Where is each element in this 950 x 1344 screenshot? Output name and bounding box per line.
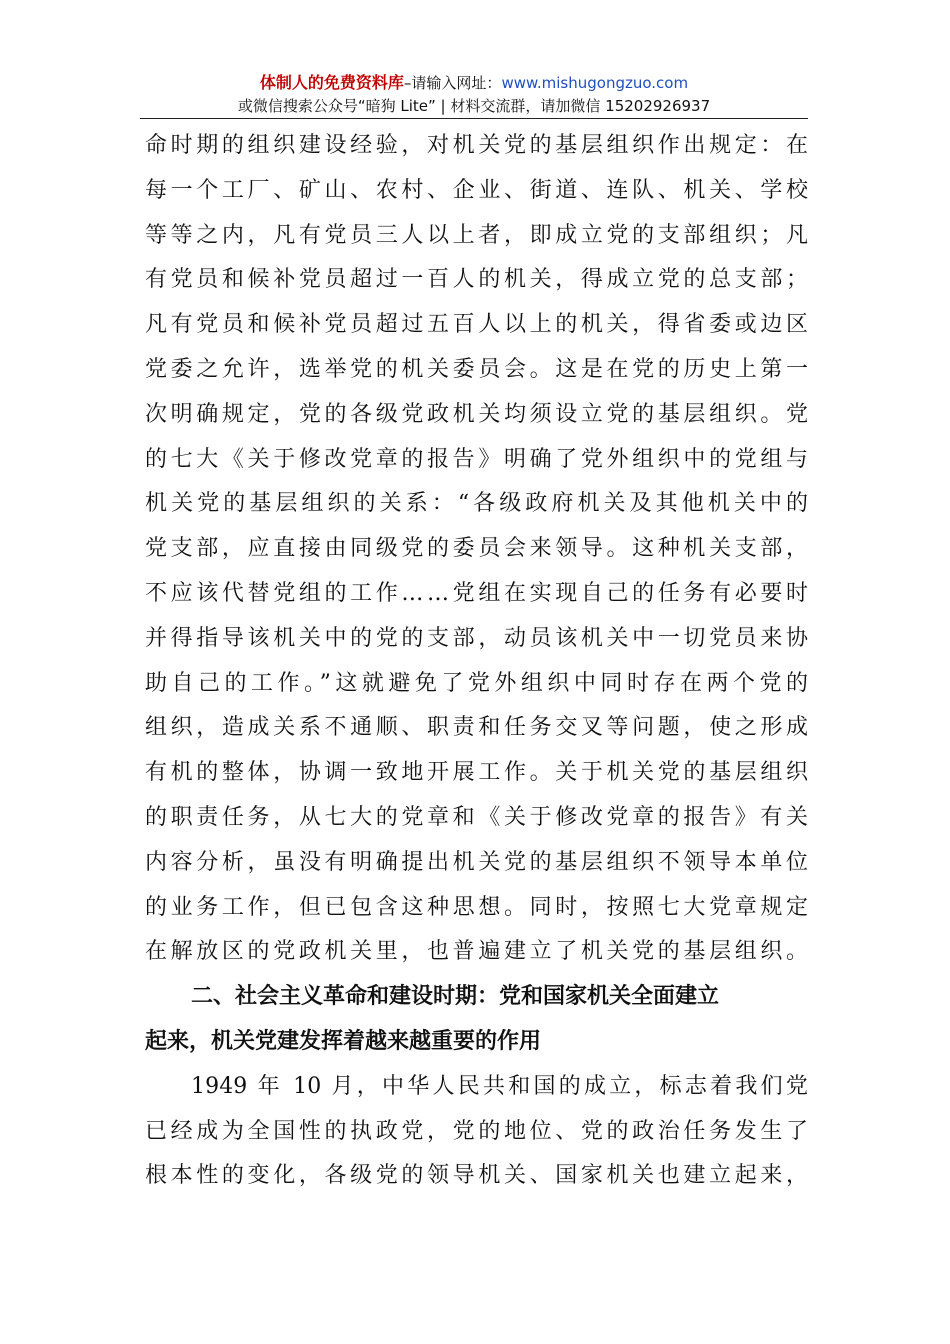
text-line: 命时期的组织建设经验，对机关党的基层组织作出规定：在 [145,133,812,158]
section-heading [145,975,808,1065]
text-line: 有机的整体，协调一致地开展工作。关于机关党的基层组织 [145,760,812,786]
text-line: 党支部，应直接由同级党的委员会来领导。这种机关支部， [145,536,812,562]
text-line: 的业务工作，但已包含这种思想。同时，按照七大党章规定 [145,894,812,920]
text-line: 组织，造成关系不通顺、职责和任务交叉等问题，使之形成 [145,715,812,741]
text-line: 已经成为全国性的执政党，党的地位、党的政治任务发生了 [145,1118,812,1144]
text-line: 每一个工厂、矿山、农村、企业、街道、连队、机关、学校 [145,177,812,203]
text-line: 的七大《关于修改党章的报告》明确了党外组织中的党组与 [145,446,812,472]
header-url-link[interactable]: www.mishugongzuo.com [501,74,689,92]
text-line: 根本性的变化，各级党的领导机关、国家机关也建立起来， [145,1163,812,1189]
text-line: 次明确规定，党的各级党政机关均须设立党的基层组织。党 [145,401,812,427]
text-line: 等等之内，凡有党员三人以上者，即成立党的支部组织；凡 [145,222,812,248]
text-line: 助自己的工作。”这就避免了党外组织中同时存在两个党的 [145,670,813,696]
text-line: 内容分析，虽没有明确提出机关党的基层组织不领导本单位 [145,849,812,875]
header-line-2: 或微信搜索公众号“暗狗 Lite” | 材料交流群，请加微信 15202926937 [237,97,711,115]
section-heading-line-1: 二、社会主义革命和建设时期：党和国家机关全面建立 [191,984,720,1010]
header-line-1 [140,72,808,94]
text-line: 在解放区的党政机关里，也普遍建立了机关党的基层组织。 [145,939,812,965]
section-heading-line-2: 起来，机关党建发挥着越来越重要的作用 [145,1028,542,1054]
page-header [140,72,808,117]
document-body [145,124,813,1199]
text-line: 不应该代替党组的工作……党组在实现自己的任务有必要时 [145,580,812,606]
header-brand: 体制人的免费资料库 [259,73,404,92]
paragraph-1 [145,124,813,975]
text-line: 机关党的基层组织的关系：“各级政府机关及其他机关中的 [145,491,813,517]
text-line: 有党员和候补党员超过一百人的机关，得成立党的总支部； [145,267,812,293]
text-line: 的职责任务，从七大的党章和《关于修改党章的报告》有关 [145,804,812,830]
header-url-prefix: –请输入网址： [403,74,502,92]
text-line: 党委之允许，选举党的机关委员会。这是在党的历史上第一 [145,356,812,382]
text-line: 凡有党员和候补党员超过五百人以上的机关，得省委或边区 [145,312,812,338]
header-divider [140,118,808,119]
paragraph-2 [145,1065,812,1199]
text-line: 并得指导该机关中的党的支部，动员该机关中一切党员来协 [145,625,812,651]
text-line: 1949 年 10 月，中华人民共和国的成立，标志着我们党 [191,1073,808,1099]
